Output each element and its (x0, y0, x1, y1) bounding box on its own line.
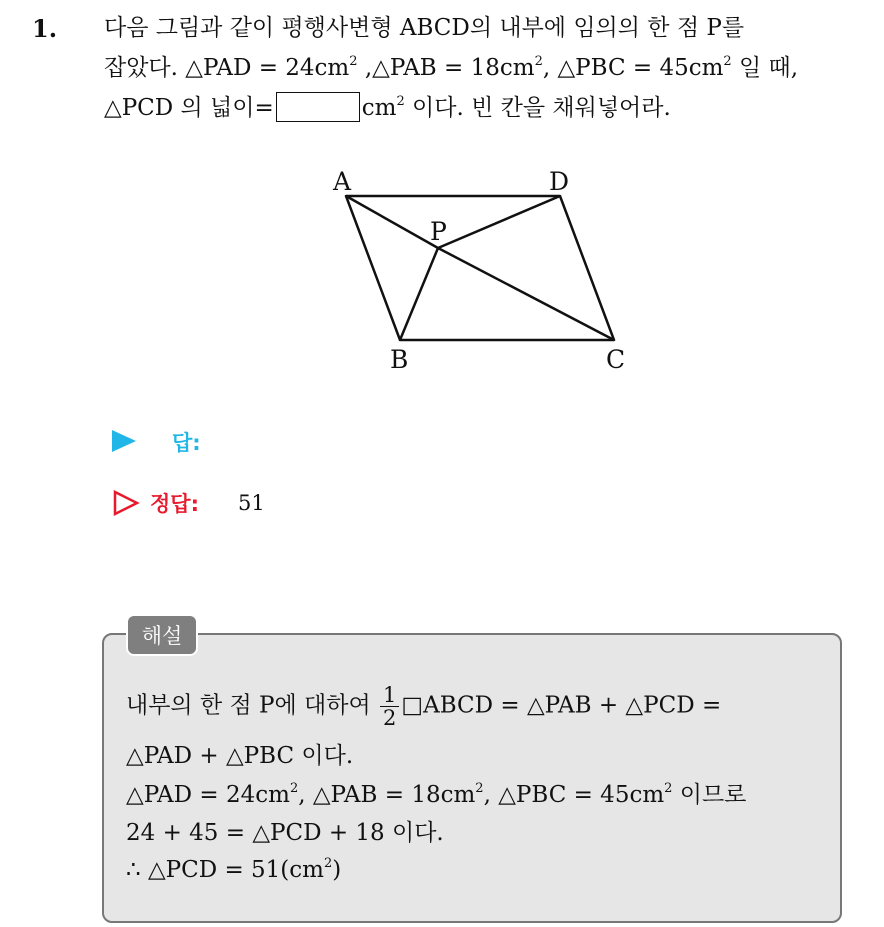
answer-blank-box[interactable] (276, 92, 360, 122)
solution-text: 이므로 (672, 782, 747, 808)
vertex-label-a: A (333, 167, 352, 196)
question-number: 1. (32, 14, 58, 43)
question-text: 이다. 빈 칸을 채워넣어라. (404, 95, 671, 121)
segment-pa (346, 196, 438, 248)
fraction-denominator: 2 (383, 706, 397, 730)
question-line-2 (104, 53, 798, 83)
superscript: 2 (396, 94, 405, 109)
question-text: , △PBC = 45cm (542, 55, 724, 81)
solution-text: □ABCD = △PAB + △PCD = (401, 692, 722, 719)
correct-answer-value: 51 (238, 491, 265, 515)
question-text: △PCD 의 넓이= (104, 95, 274, 121)
solution-text: 내부의 한 점 P에 대하여 (126, 692, 371, 719)
solution-line-3 (126, 780, 746, 810)
fraction-one-half (380, 684, 399, 729)
solution-text: ∴ △PCD = 51(cm (126, 857, 324, 883)
solution-text: , △PBC = 45cm (483, 782, 665, 808)
solution-text: , △PAB = 18cm (298, 782, 476, 808)
question-text: 일 때, (731, 55, 799, 81)
answer-arrow-icon (112, 430, 136, 452)
question-line-3 (104, 92, 671, 123)
segment-pc (438, 248, 614, 340)
correct-answer-label: 정답: (150, 492, 199, 516)
solution-text: △PAD + △PBC 이다. (126, 743, 354, 769)
superscript: 2 (289, 781, 299, 796)
question-text: 잡았다. △PAD = 24cm (104, 55, 350, 81)
superscript: 2 (349, 54, 358, 69)
parallelogram-figure (322, 160, 642, 380)
segment-pb (400, 248, 438, 340)
superscript: 2 (723, 54, 732, 69)
solution-text: △PAD = 24cm (126, 782, 290, 808)
vertex-label-p: P (430, 217, 447, 246)
solution-tag: 해설 (126, 614, 198, 656)
superscript: 2 (534, 54, 543, 69)
solution-line-5 (126, 855, 341, 885)
solution-line-2 (126, 741, 353, 771)
question-line-1 (104, 13, 744, 43)
solution-line-1 (126, 684, 721, 729)
superscript: 2 (323, 856, 333, 871)
correct-answer-arrow-icon (112, 490, 140, 516)
superscript: 2 (475, 781, 484, 796)
vertex-label-c: C (606, 345, 626, 374)
superscript: 2 (664, 781, 673, 796)
segment-pd (438, 196, 560, 248)
answer-label: 답: (172, 431, 201, 455)
solution-text: 24 + 45 = △PCD + 18 이다. (126, 820, 444, 846)
question-text: ,△PAB = 18cm (357, 55, 535, 81)
solution-text: ) (332, 857, 342, 883)
question-text: cm (361, 95, 397, 121)
question-text: 다음 그림과 같이 평행사변형 ABCD의 내부에 임의의 한 점 P를 (104, 15, 745, 41)
solution-line-4 (126, 818, 444, 848)
fraction-numerator: 1 (380, 684, 399, 707)
vertex-label-d: D (549, 167, 570, 196)
vertex-label-b: B (390, 345, 409, 374)
